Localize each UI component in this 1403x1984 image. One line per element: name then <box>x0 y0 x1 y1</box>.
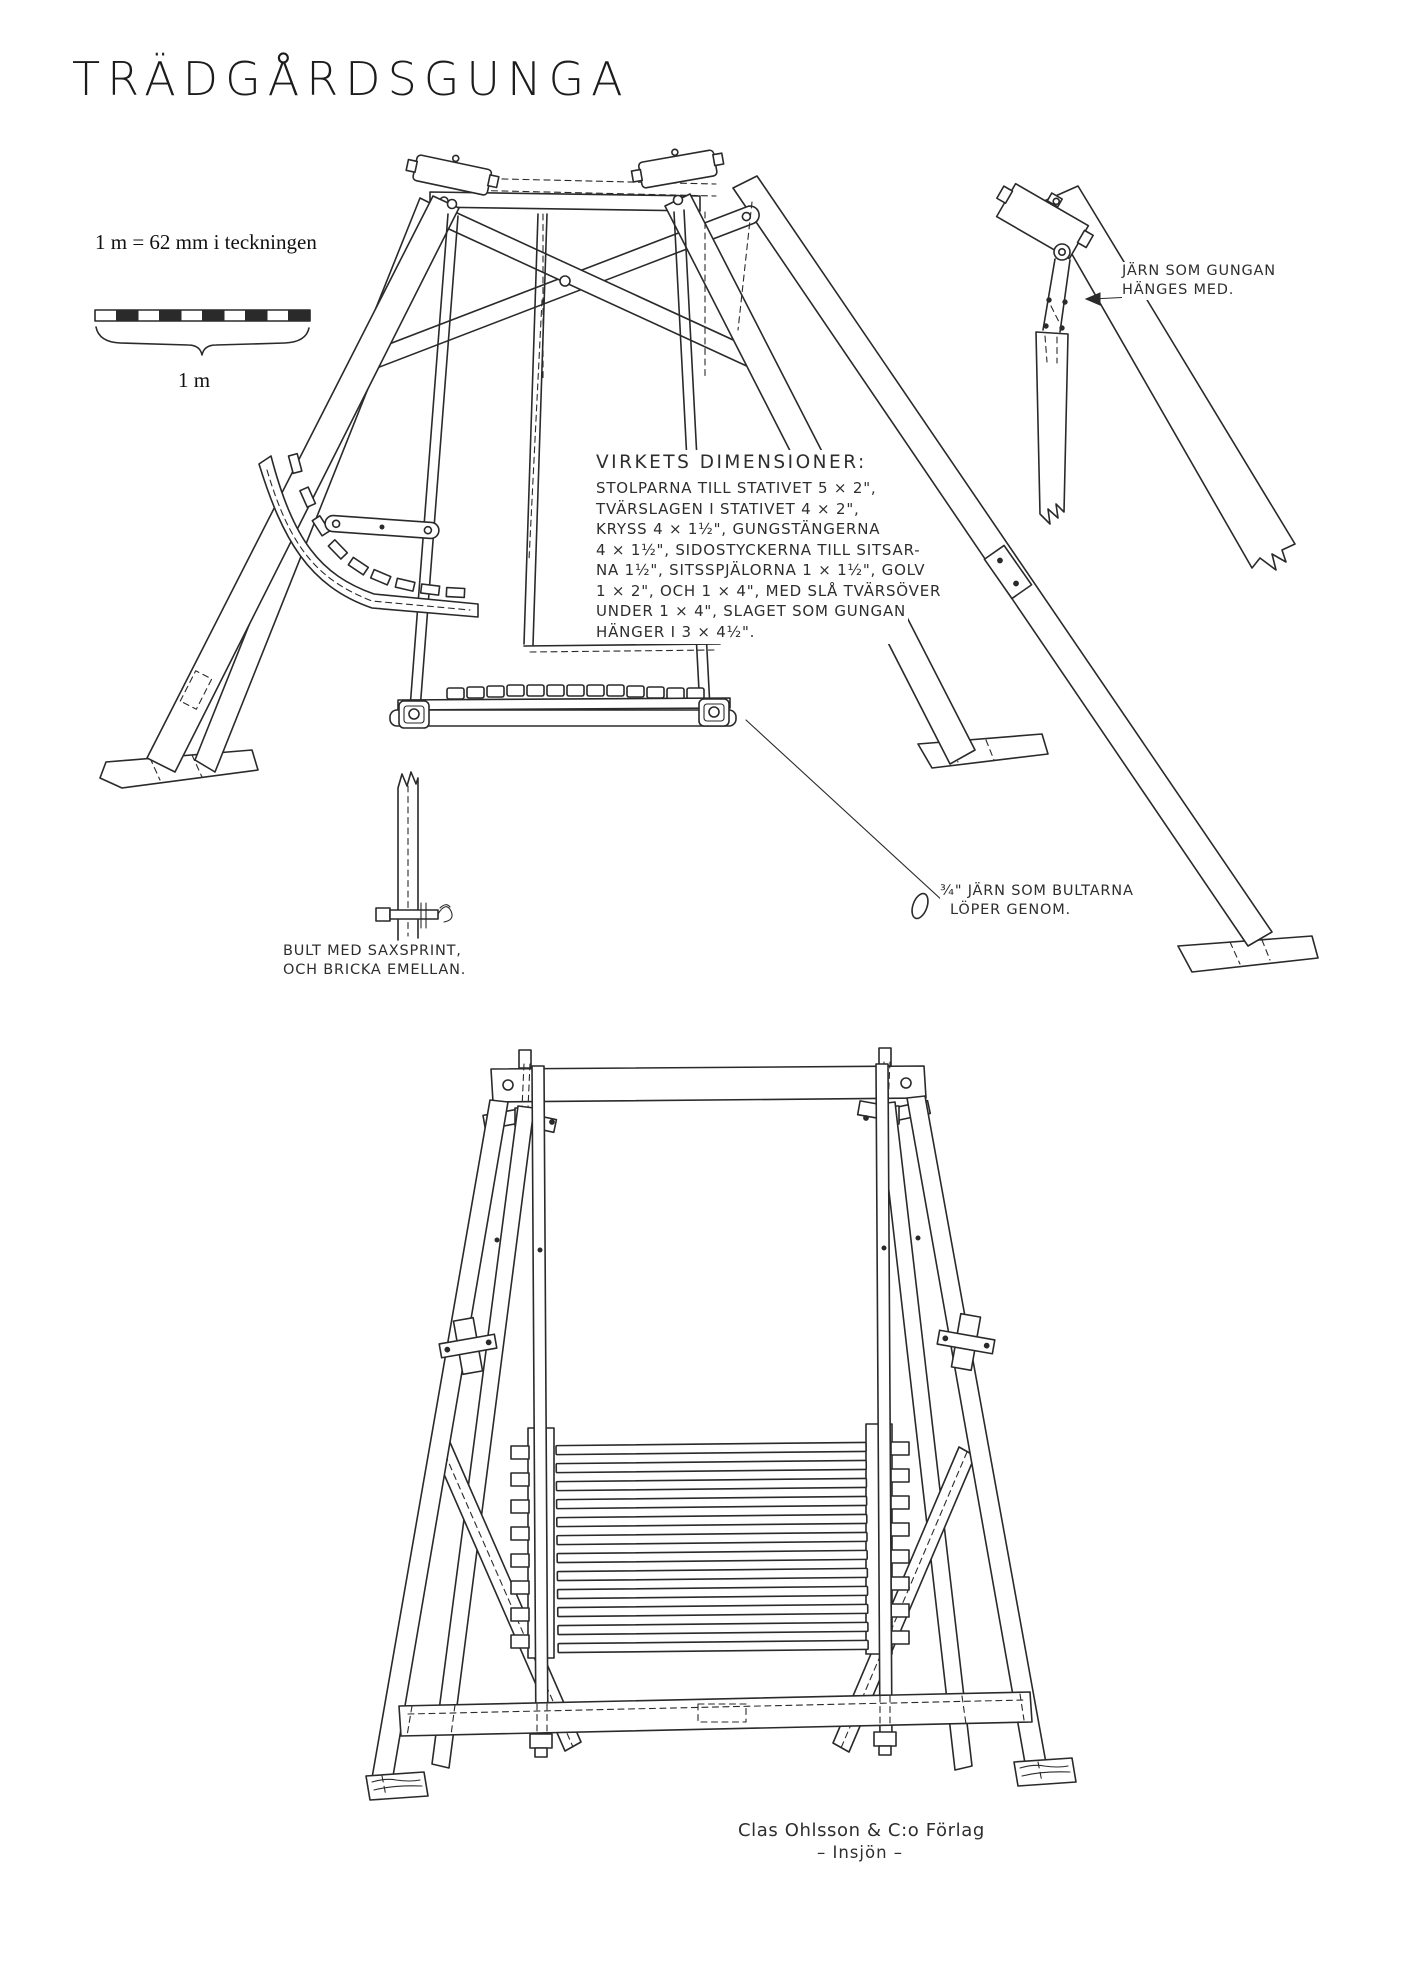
annotation-hanger-line1: JÄRN SOM GUNGAN <box>1122 263 1276 279</box>
scale-bar-label: 1 m <box>178 368 211 392</box>
publisher-footer <box>738 1820 985 1862</box>
dimensions-line: STOLPARNA TILL STATIVET 5 × 2", <box>596 479 877 497</box>
annotation-rod-line2: LÖPER GENOM. <box>950 902 1071 918</box>
dimensions-line: TVÄRSLAGEN I STATIVET 4 × 2", <box>596 499 860 518</box>
dimensions-line: NA 1½", SITSSPJÄLORNA 1 × 1½", GOLV <box>596 561 926 579</box>
annotation-hanger-line2: HÄNGES MED. <box>1122 282 1235 298</box>
front-view-foot-left <box>366 1772 428 1800</box>
swing-seat-front <box>511 1424 909 1658</box>
front-view <box>366 1048 1076 1800</box>
dimensions-title: VIRKETS DIMENSIONER: <box>596 452 867 473</box>
top-rail <box>430 192 700 211</box>
bolt-plate-left <box>399 701 429 728</box>
dimensions-line: UNDER 1 × 4", SLAGET SOM GUNGAN <box>596 602 907 620</box>
annotation-iron-rod <box>940 882 1134 920</box>
annotation-rod-line1: ¾" JÄRN SOM BULTARNA <box>940 883 1134 899</box>
scale-bar <box>95 310 310 355</box>
dimensions-line: 4 × 1½", SIDOSTYCKERNA TILL SITSAR- <box>596 540 921 559</box>
dimensions-note <box>592 450 942 644</box>
apex-pivot-right <box>674 196 683 205</box>
annotation-hanger-iron <box>1122 262 1276 300</box>
leg-clamp-right <box>934 1311 999 1374</box>
dimensions-line: KRYSS 4 × 1½", GUNGSTÄNGERNA <box>596 520 881 538</box>
apex-cap-right <box>629 141 725 189</box>
armrest-left <box>325 515 440 539</box>
floor-assembly <box>390 685 944 921</box>
hanger-detail <box>989 171 1295 570</box>
dimensions-line: HÄNGER I 3 × 4½". <box>596 622 756 641</box>
publisher-location: – Insjön – <box>816 1843 904 1862</box>
annotation-bolt-line1: BULT MED SAXSPRINT, <box>283 943 462 959</box>
top-crossbar <box>491 1048 926 1108</box>
annotation-bolt <box>283 942 466 980</box>
dimensions-line: 1 × 2", OCH 1 × 4", MED SLÅ TVÄRSÖVER <box>596 581 942 600</box>
bolt-plate-right <box>699 699 729 726</box>
publisher-name: Clas Ohlsson & C:o Förlag <box>738 1820 985 1841</box>
scale-note: 1 m = 62 mm i teckningen <box>95 230 317 254</box>
apex-pivot-left <box>448 200 457 209</box>
front-view-foot-right <box>1014 1758 1076 1786</box>
annotation-bolt-line2: OCH BRICKA EMELLAN. <box>283 962 467 978</box>
page-title: TRÄDGÅRDSGUNGA <box>72 52 630 106</box>
bottom-crossbar <box>399 1692 1032 1757</box>
bolt-detail <box>376 772 452 940</box>
apex-cap-left <box>405 146 502 197</box>
floor-rear-edge <box>524 644 720 646</box>
